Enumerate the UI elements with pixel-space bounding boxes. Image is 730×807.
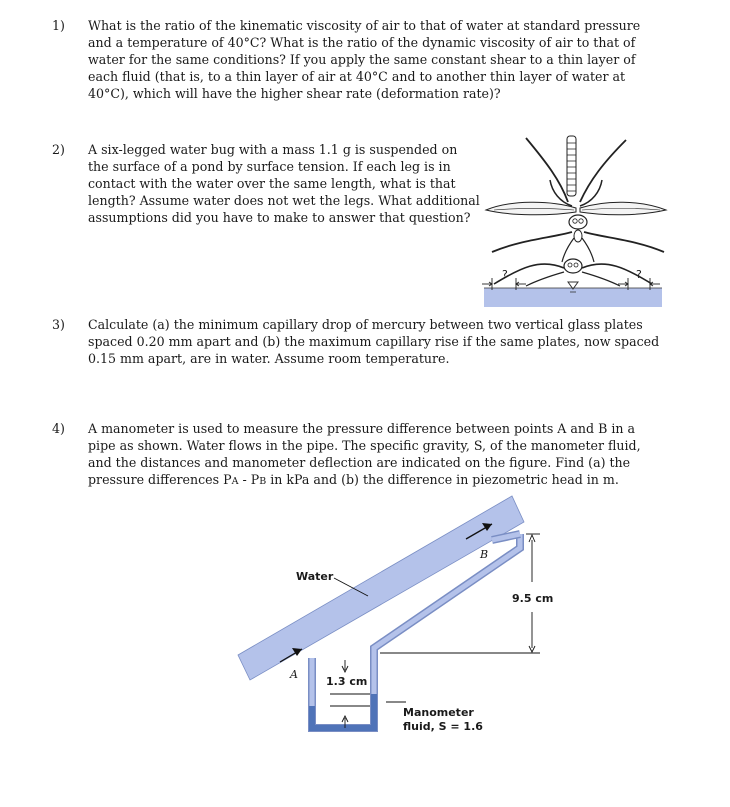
question-1	[52, 17, 662, 102]
unknown-length-right: ?	[636, 268, 642, 281]
water-surface	[484, 288, 662, 307]
manometer-fluid	[312, 694, 374, 728]
question-3	[52, 316, 664, 367]
point-a-label: A	[290, 668, 298, 681]
fluid-label-line1: Manometer	[403, 706, 474, 719]
water-label: Water	[296, 570, 334, 583]
question-2-number: 2)	[52, 142, 65, 157]
vertical-distance-label: 9.5 cm	[512, 592, 554, 605]
question-2	[52, 141, 480, 226]
question-1-number: 1)	[52, 18, 65, 33]
question-3-number: 3)	[52, 317, 65, 332]
question-3-text: Calculate (a) the minimum capillary drop of mercury between two vertical glass plates spaced 0.20 mm apart and (b) the maximum capillary rise if the same plates, now spaced 0.15 mm apart, are in water. Assume room temperature.	[88, 317, 660, 366]
unknown-length-left: ?	[502, 268, 508, 281]
fluid-label-line2: fluid, S = 1.6	[403, 720, 483, 733]
question-1-text: What is the ratio of the kinematic viscosity of air to that of water at standard pressure and a temperature of 40°C? What is the ratio of the dynamic viscosity of air to that of water for the same conditions? If you apply the same constant shear to a thin layer of each fluid (that is, to a thin layer of air at 40°C and to another thin layer of water at 40°C), which will have the higher shear rate (deformation rate)?	[88, 18, 641, 101]
inclined-pipe	[238, 496, 524, 680]
dimension-deflection	[330, 660, 370, 728]
question-4-number: 4)	[52, 421, 65, 436]
manometer-figure	[230, 490, 560, 770]
question-4	[52, 420, 664, 490]
question-4-text: A manometer is used to measure the pressure difference between points A and B in a pipe as shown. Water flows in the pipe. The specific gravity, S, of the manometer fluid, and the distances and manometer deflection are indicated on the figure. Find (a) the pressure differences PA - PB in kPa and (b) the difference in piezometric head in m.	[88, 421, 641, 487]
deflection-label: 1.3 cm	[326, 675, 368, 688]
point-b-label: B	[480, 548, 489, 561]
water-bug-figure	[480, 128, 670, 313]
bug-top-view	[486, 136, 666, 262]
question-2-text: A six-legged water bug with a mass 1.1 g is suspended on the surface of a pond by surface tension. If each leg is in contact with the water over the same length, what is that length? Assume water does not wet the legs. What additional assumptions did you have to make to answer that question?	[88, 142, 480, 225]
